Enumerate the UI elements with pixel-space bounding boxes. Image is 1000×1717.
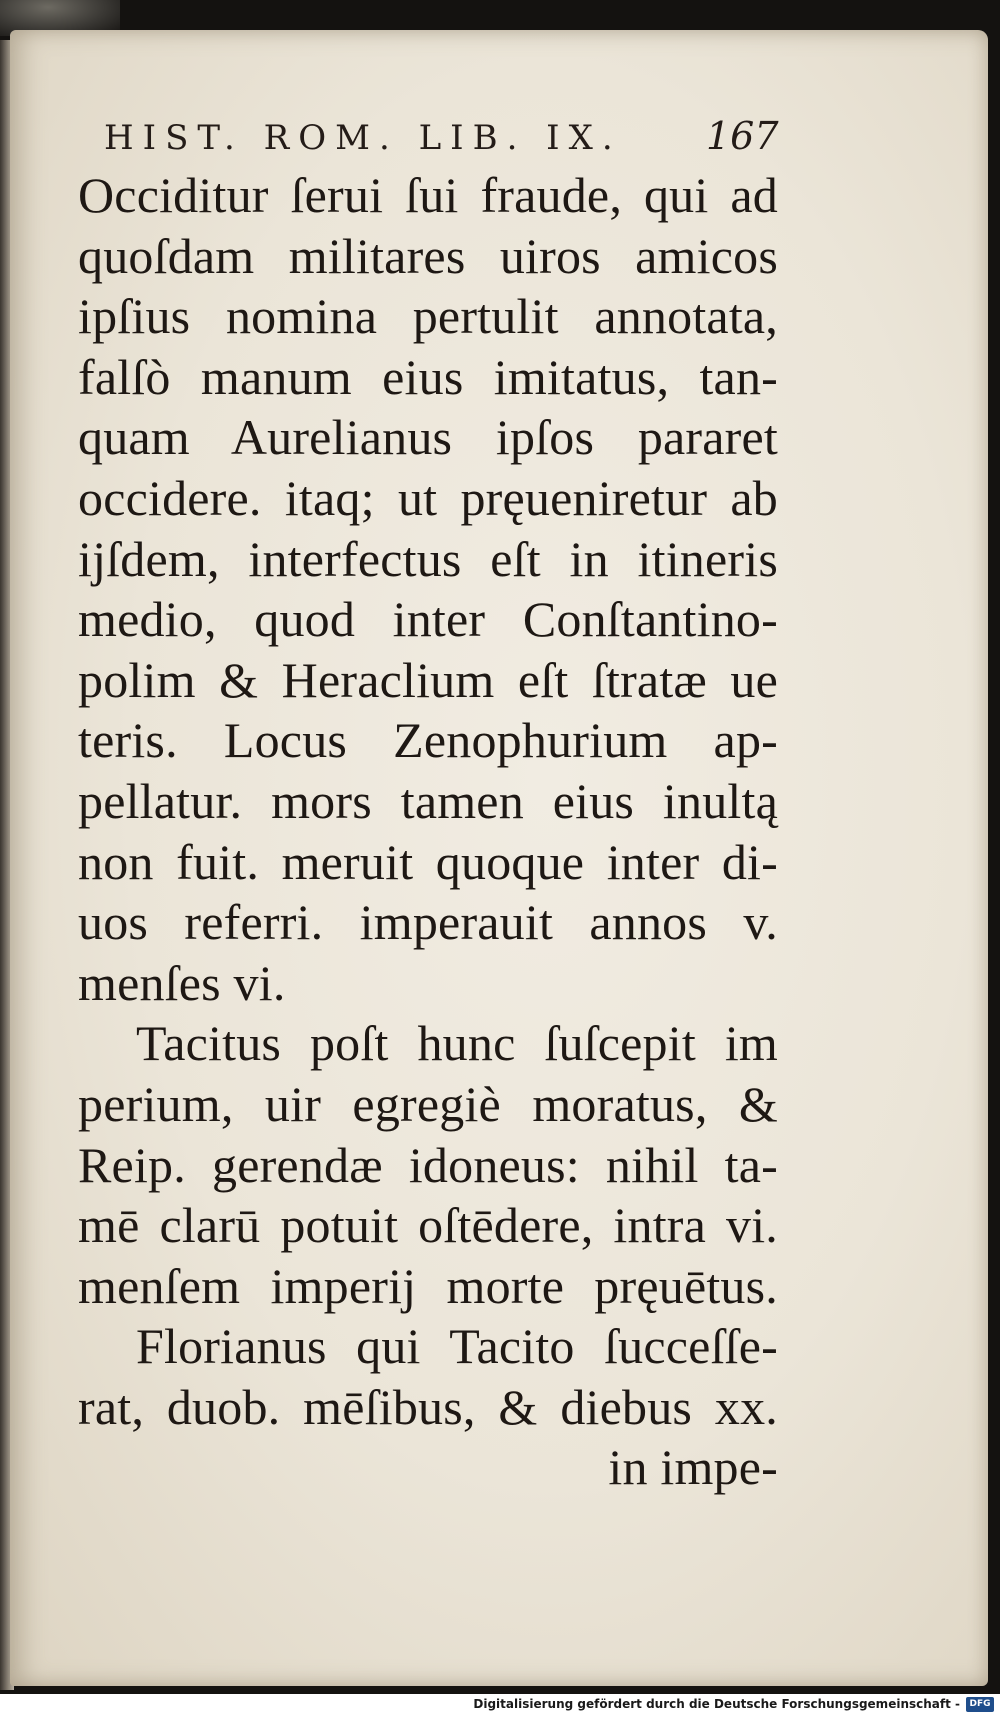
text-line-2: quoſdam militares uiros amicos [78,227,778,284]
text-line-1: Occiditur ſerui ſui fraude, qui ad [78,167,778,223]
text-line-21: rat, duob. mēſibus, & diebus xx. [78,1378,778,1435]
text-line-17: Reip. gerendæ idoneus: nihil ta- [78,1136,778,1193]
running-head: HIST. ROM. LIB. IX. [104,118,622,158]
text-line-19: menſem imperij morte pręuētus. [78,1257,778,1314]
text-line-7: ijſdem, interfectus eſt in itineris [78,530,778,587]
text-line-5: quam Aurelianus ipſos pararet [78,409,778,466]
text-line-11: pellatur. mors tamen eius inultą [78,772,778,829]
catchword: in impe- [608,1439,778,1496]
text-line-10: teris. Locus Zenophurium ap- [78,712,778,769]
text-line-16: perium, uir egregiè moratus, & [78,1075,778,1132]
text-line-18: mē clarū potuit oſtēdere, intra vi. [78,1197,778,1254]
text-line-3: ipſius nomina pertulit annotata, [78,288,778,345]
dfg-logo: DFG [966,1697,994,1712]
page-number: 167 [706,114,779,158]
text-line-13: uos referri. imperauit annos v. [78,894,778,951]
text-line-6: occidere. itaq; ut pręueniretur ab [78,469,778,526]
text-line-9: polim & Heraclium eſt ſtratæ ue [78,651,778,708]
text-line-8: medio, quod inter Conſtantino- [78,591,778,648]
digitization-credit: Digitalisierung gefördert durch die Deutsche Forschungsgemeinschaft - [473,1697,960,1711]
text-line-15: Tacitus poſt hunc ſuſcepit im [136,1015,778,1072]
text-line-4: falſò manum eius imitatus, tan- [78,348,778,405]
text-line-12: non fuit. meruit quoque inter di- [78,833,778,890]
text-line-20: Florianus qui Tacito ſucceſſe- [136,1318,778,1375]
body-text [78,165,778,1498]
text-line-14: menſes vi. [78,954,286,1011]
